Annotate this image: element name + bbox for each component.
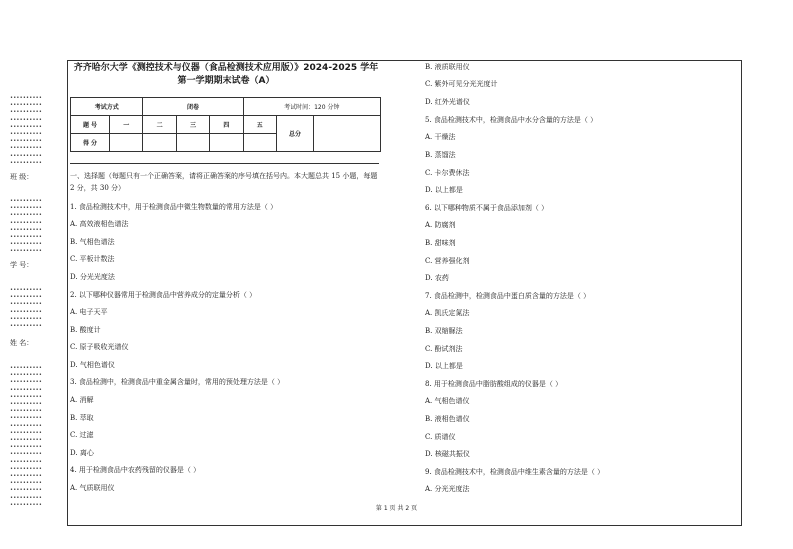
score-cell [176,134,209,152]
score-cell [110,134,143,152]
binding-dot-column: •••••••••• •••••••••• •••••••••• •••••••••• •••••••••• •••••••••• •••••••••• •••••••••• •••••••••• •••••••••• •••••••••• •••••••••• •••••••••• •••••••••• •••••••••• •••••••••• •••••••••• •••••••••• •••••••••• •••••••••• [10,365,43,508]
question-number-label: 题 号 [71,116,110,134]
binding-dot-column: •••••••••• •••••••••• •••••••••• •••••••••• •••••••••• •••••••••• •••••••••• •••••••••• •••••••••• •••••••••• [10,95,43,166]
exam-title: 齐齐哈尔大学《测控技术与仪器（食品检测技术应用版）》2024-2025 学年第一学期期末试卷（A） [73,63,379,86]
option-line: A. 干燥法 [425,133,456,141]
total-score-cell [314,116,381,152]
option-line: B. 双缩脲法 [425,327,463,335]
question-line: 9. 食品检测技术中，检测食品中维生素含量的方法是（ ） [425,468,605,476]
page-footer: 第 1 页 共 2 页 [375,505,418,512]
option-line: A. 凯氏定氮法 [425,309,470,317]
option-line: C. 卡尔费休法 [425,169,470,177]
option-line: A. 分光光度法 [425,485,470,493]
exam-mode-label: 考试方式 [71,98,143,116]
section-divider [70,163,379,164]
option-line: C. 平板计数法 [70,255,115,263]
option-line: D. 红外光谱仪 [425,98,470,106]
question-line: 8. 用于检测食品中脂肪酸组成的仪器是（ ） [425,380,563,388]
option-line: B. 酸度计 [70,326,101,334]
option-line: A. 高效液相色谱法 [70,220,129,228]
option-line: C. 过滤 [70,431,94,439]
column-header: 一 [110,116,143,134]
option-line: B. 液质联用仪 [425,63,470,71]
column-header: 三 [176,116,209,134]
option-line: C. 原子吸收光谱仪 [70,343,129,351]
option-line: D. 离心 [70,449,94,457]
question-line: 2. 以下哪种仪器常用于检测食品中营养成分的定量分析（ ） [70,291,257,299]
option-line: C. 紫外可见分光光度计 [425,80,498,88]
total-label: 总分 [277,116,314,152]
score-label: 得 分 [71,134,110,152]
option-line: D. 以上都是 [425,362,463,370]
score-cell [243,134,276,152]
score-cell [143,134,176,152]
question-line: 4. 用于检测食品中农药残留的仪器是（ ） [70,466,201,474]
question-line: 1. 食品检测技术中，用于检测食品中微生物数量的常用方法是（ ） [70,203,278,211]
score-table [70,97,381,152]
option-line: D. 核磁共振仪 [425,450,470,458]
question-line: 5. 食品检测技术中，检测食品中水分含量的方法是（ ） [425,116,598,124]
exam-mode-value: 闭卷 [143,98,243,116]
class-label: 班 级： [10,173,34,181]
option-line: C. 酚试剂法 [425,345,463,353]
option-line: C. 质谱仪 [425,433,456,441]
score-cell [210,134,243,152]
column-header: 二 [143,116,176,134]
option-line: A. 气相色谱仪 [425,397,470,405]
column-header: 四 [210,116,243,134]
option-line: A. 电子天平 [70,308,108,316]
option-line: D. 以上都是 [425,186,463,194]
option-line: D. 农药 [425,274,449,282]
column-header: 五 [243,116,276,134]
option-line: B. 甜味剂 [425,239,456,247]
option-line: A. 防腐剂 [425,221,456,229]
option-line: B. 气相色谱法 [70,238,115,246]
option-line: A. 气质联用仪 [70,484,115,492]
binding-dot-column: •••••••••• •••••••••• •••••••••• •••••••••• •••••••••• •••••••••• [10,287,43,330]
question-line: 3. 食品检测中，检测食品中重金属含量时，常用的预处理方法是（ ） [70,378,285,386]
option-line: C. 营养强化剂 [425,257,470,265]
question-line: 6. 以下哪种物质不属于食品添加剂（ ） [425,204,549,212]
option-line: B. 蒸馏法 [425,151,456,159]
option-line: A. 消解 [70,396,94,404]
name-label: 姓 名： [10,339,34,347]
option-line: B. 液相色谱仪 [425,415,470,423]
exam-time: 考试时间：120 分钟 [243,98,380,116]
section-instruction: 一、选择题（每题只有一个正确答案，请将正确答案的序号填在括号内。本大题总共 15 小题，每题 2 分，共 30 分） [70,172,378,192]
option-line: D. 气相色谱仪 [70,361,115,369]
option-line: D. 分光光度法 [70,273,115,281]
student-id-label: 学 号： [10,261,34,269]
option-line: B. 萃取 [70,414,94,422]
question-line: 7. 食品检测中，检测食品中蛋白质含量的方法是（ ） [425,292,591,300]
binding-dot-column: •••••••••• •••••••••• •••••••••• •••••••••• •••••••••• •••••••••• •••••••••• •••••••••• [10,198,43,255]
